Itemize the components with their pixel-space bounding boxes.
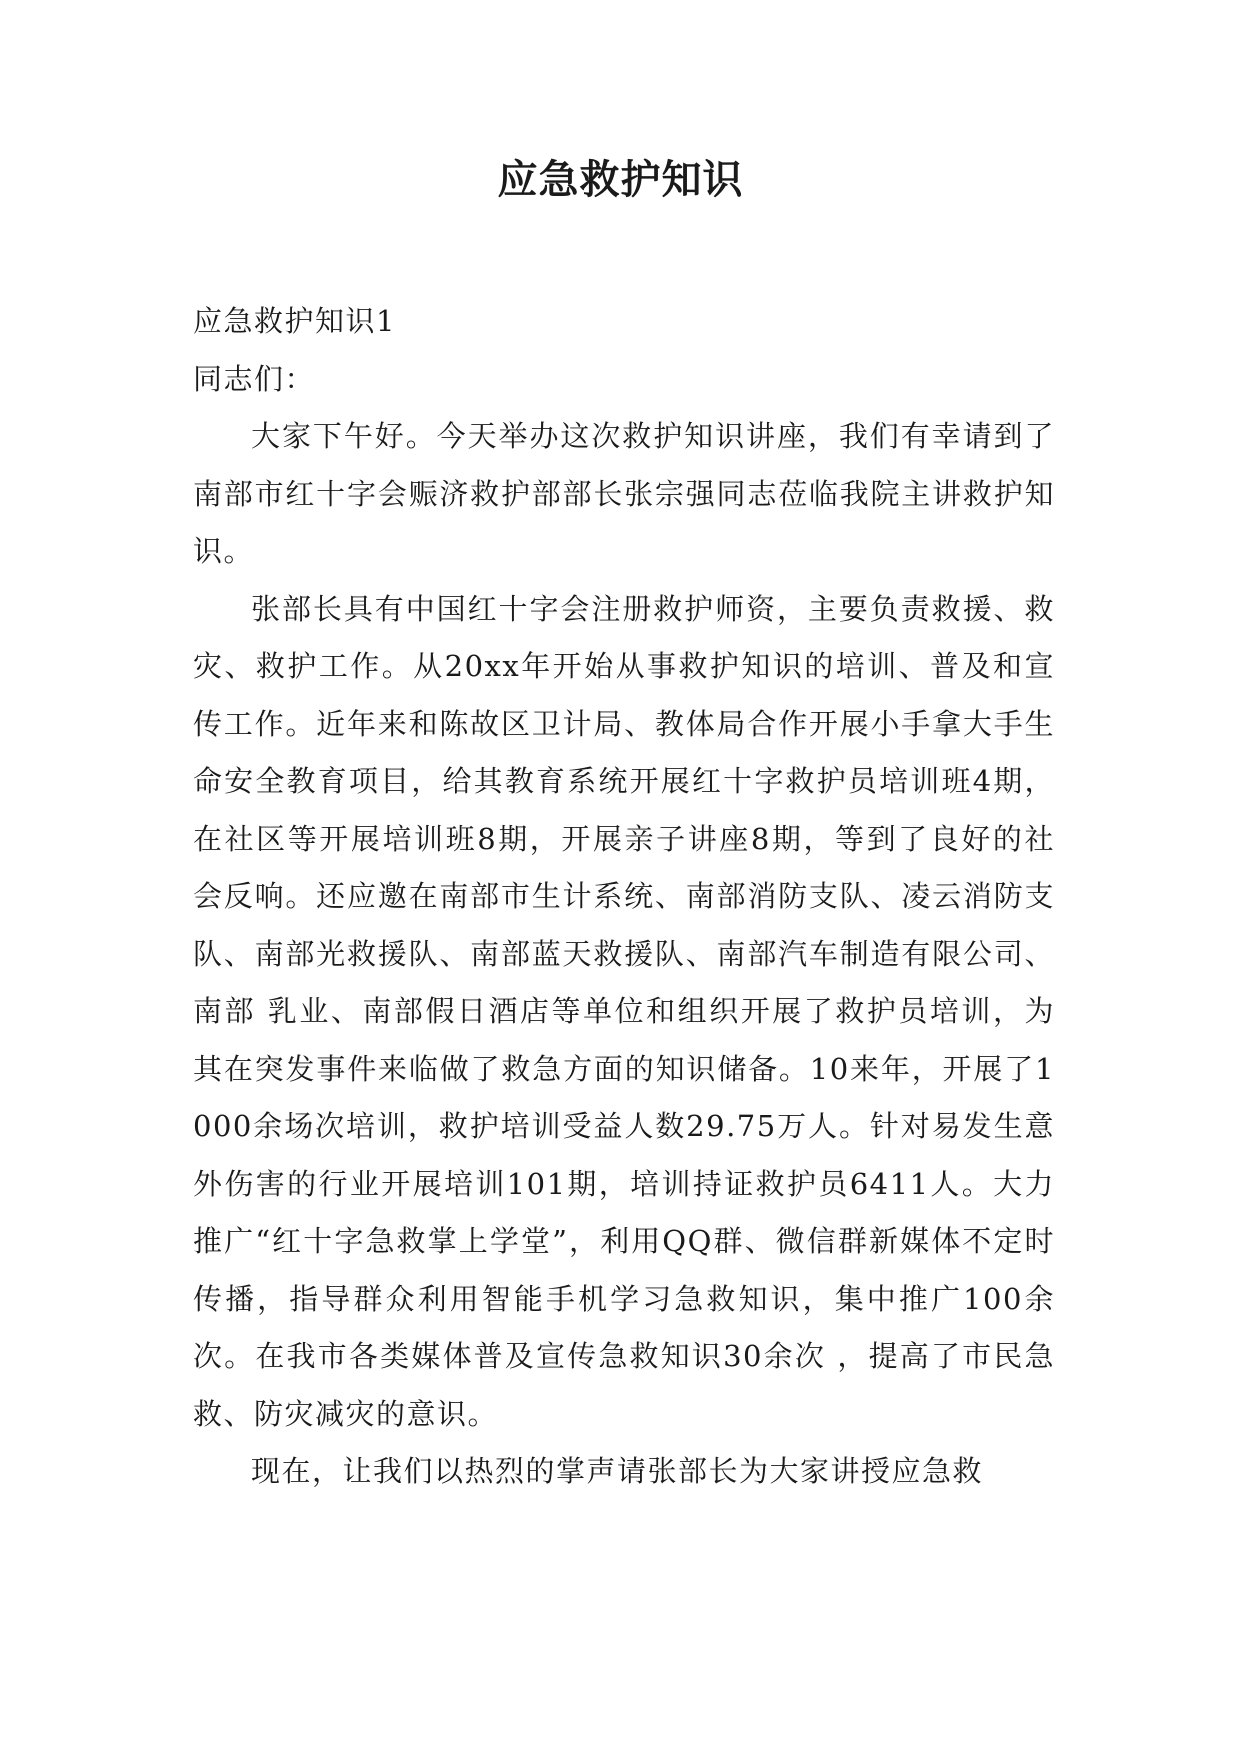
paragraph-intro: 大家下午好。今天举办这次救护知识讲座，我们有幸请到了南部市红十字会赈济救护部部长张宗强同志莅临我院主讲救护知识。 xyxy=(193,419,1055,568)
section-heading: 应急救护知识1 xyxy=(193,304,396,338)
salutation: 同志们： xyxy=(193,361,316,396)
paragraph-invitation: 现在，让我们以热烈的掌声请张部长为大家讲授应急救 xyxy=(251,1454,984,1488)
document-title: 应急救护知识 xyxy=(497,156,744,203)
paragraph-biography: 张部长具有中国红十字会注册救护师资，主要负责救援、救灾、救护工作。从20xx年开始从事救护知识的培训、普及和宣传工作。近年来和陈故区卫计局、教体局合作开展小手拿大手生命安全教育项目，给其教育系统开展红十字救护员培训班4期，在社区等开展培训班8期，开展亲子讲座8期，等到了良好的社会反响。还应邀在南部市生计系统、南部消防支队、凌云消防支队、南部光救援队、南部蓝天救援队、南部汽车制造有限公司、南部 乳业、南部假日酒店等单位和组织开展了救护员培训，为其在突发事件来临做了救急方面的知识储备。10来年，开展了1000余场次培训，救护培训受益人数29.75万人。针对易发生意外伤害的行业开展培训101期，培训持证救护员6411人。大力推广“红十字急救掌上学堂”，利用QQ群、微信群新媒体不定时传播，指导群众利用智能手机学习急救知识，集中推广100余次。在我市各类媒体普及宣传急救知识30余次 ，提高了市民急救、防灾减灾的意识。 xyxy=(193,591,1055,1431)
document-body xyxy=(193,293,1055,1501)
